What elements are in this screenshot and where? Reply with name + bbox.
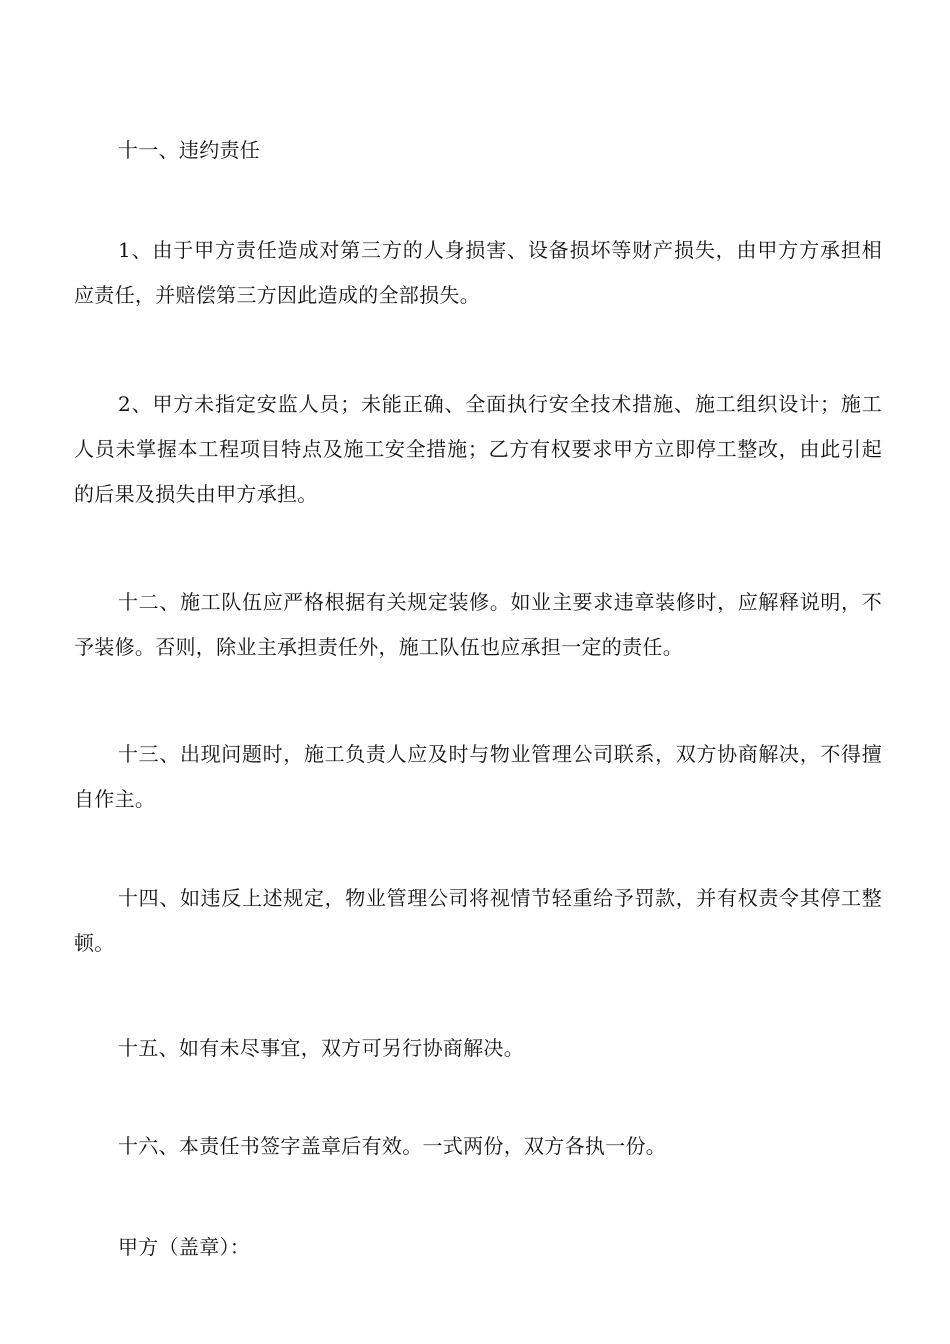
clause-paragraph: 十五、如有未尽事宜，双方可另行协商解决。 [118, 1036, 524, 1060]
clause-paragraph: 十四、如违反上述规定，物业管理公司将视情节轻重给予罚款，并有权责令其停工整顿。 [74, 886, 882, 955]
clause-paragraph: 十六、本责任书签字盖章后有效。一式两份，双方各执一份。 [118, 1134, 667, 1158]
section-heading-breach-liability: 十一、违约责任 [118, 138, 261, 162]
clause-paragraph: 十二、施工队伍应严格根据有关规定装修。如业主要求违章装修时，应解释说明，不予装修。否则，除业主承担责任外，施工队伍也应承担一定的责任。 [74, 590, 882, 659]
clause-paragraph: 1、由于甲方责任造成对第三方的人身损害、设备损坏等财产损失，由甲方方承担相应责任，并赔偿第三方因此造成的全部损失。 [74, 238, 882, 307]
clause-paragraph: 十三、出现问题时，施工负责人应及时与物业管理公司联系，双方协商解决，不得擅自作主。 [74, 742, 882, 811]
clause-paragraph: 2、甲方未指定安监人员；未能正确、全面执行安全技术措施、施工组织设计；施工人员未掌握本工程项目特点及施工安全措施；乙方有权要求甲方立即停工整改，由此引起的后果及损失由甲方承担。 [74, 392, 882, 506]
party-a-seal-label: 甲方（盖章）： [118, 1235, 251, 1259]
